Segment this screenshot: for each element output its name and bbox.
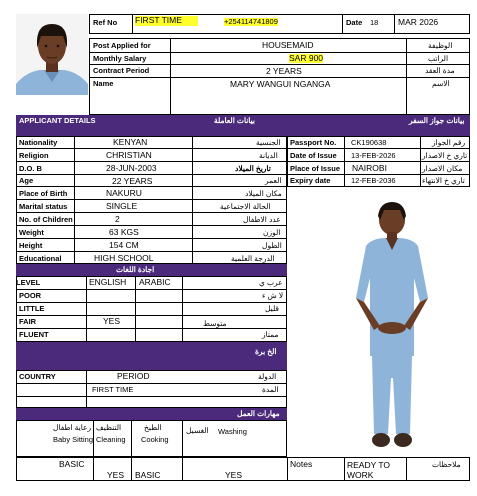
fair-mid-ar: متوسط [203,319,227,328]
weight-ar: الوزن [263,228,281,237]
notes-value: READY TO WORK [347,460,390,480]
post-value: HOUSEMAID [262,40,314,50]
english-header: ENGLISH [89,277,127,287]
fluent-label: FLUENT [19,330,49,339]
nationality-ar: الجنسية [256,138,281,147]
skills-title-ar: مهارات العمل [237,409,280,418]
headshot-photo [16,14,88,95]
fair-label: FAIR [19,317,37,326]
cooking-level: BASIC [135,470,161,480]
nationality-value: KENYAN [113,137,148,147]
first-time-text: FIRST TIME [92,385,134,394]
date-label: Date [346,18,363,27]
religion-ar: الديانة [259,151,278,160]
birthplace-value: NAKURU [106,188,142,198]
issue-place-label: Place of Issue [290,164,341,173]
arabic-ar: عرب ي [259,278,283,287]
little-label: LITTLE [19,304,45,313]
poor-ar: لا ش ء [262,291,284,300]
languages-title-ar: اجادة اللغات [116,265,155,274]
little-ar: قليل [265,304,280,313]
religion-label: Religion [19,151,49,160]
passport-title-ar: بيانات جواز السفر [409,116,465,125]
height-ar: الطول [262,241,282,250]
notes-label: Notes [290,459,313,469]
poor-label: POOR [19,291,42,300]
expiry-value: 12-FEB-2036 [351,176,396,185]
salary-ar: الراتب [428,54,449,63]
experience-table [16,370,287,408]
education-label: Educational [19,254,62,263]
full-body-photo [340,198,444,456]
post-ar: الوظيفة [428,41,453,50]
height-value: 154 CM [109,240,139,250]
salary-value: SAR 900 [289,53,324,63]
contract-ar: مدة العقد [425,66,455,75]
name-label: Name [93,79,114,88]
age-label: Age [19,176,34,185]
cooking-ar: الطبخ [144,423,162,432]
cleaning-ar: التنظيف [96,423,122,432]
issue-date-value: 13-FEB-2026 [351,151,396,160]
passport-no-ar: رقم الجواز [432,138,466,147]
issue-date-ar: تاري خ الاصدار [422,151,468,160]
cooking-en: Cooking [141,435,169,444]
marital-label: Marital status [19,202,68,211]
washing-en: Washing [218,427,247,436]
religion-value: CHRISTIAN [106,150,152,160]
ref-label: Ref No [93,18,118,27]
country-ar: الدولة [258,372,277,381]
experience-title-ar: الخ برة [255,347,277,356]
cleaning-level: YES [107,470,125,480]
fluent-ar: ممتاز [262,330,279,339]
fair-english-value: YES [103,316,121,326]
name-ar: الاسم [432,79,450,88]
education-ar: الدرجة العلمية [231,254,275,263]
ref-value: FIRST TIME [135,16,198,26]
washing-ar: الغسيل [186,426,209,435]
birthplace-label: Place of Birth [19,189,68,198]
period-ar: المدة [262,385,279,394]
contract-label: Contract Period [93,66,150,75]
applicant-title: APPLICANT DETAILS [19,116,96,125]
country-label: COUNTRY [19,372,56,381]
baby-sitting-ar: رعاية اطفال [53,423,92,432]
birthplace-ar: مكان الميلاد [245,189,282,198]
nationality-label: Nationality [19,138,58,147]
children-ar: عدد الاطفال [243,215,281,224]
date-day: 18 [370,18,379,27]
baby-sitting-level: BASIC [59,459,85,469]
post-label: Post Applied for [93,41,151,50]
experience-header [16,342,287,370]
marital-ar: الحالة الاجتماعية [220,202,271,211]
dob-label: D.O. B [19,164,42,173]
children-label: No. of Children [19,215,73,224]
weight-value: 63 KGS [109,227,139,237]
phone-number: +254114741809 [224,17,278,26]
level-label: LEVEL [16,278,41,287]
date-month-year: MAR 2026 [398,17,439,27]
height-label: Height [19,241,43,250]
weight-label: Weight [19,228,44,237]
applicant-title-ar: بيانات العاملة [214,116,255,125]
dob-value: 28-JUN-2003 [106,163,157,173]
passport-no-label: Passport No. [290,138,337,147]
children-value: 2 [115,214,120,224]
issue-place-value: NAIROBI [352,163,387,173]
cleaning-en: Cleaning [96,435,126,444]
arabic-header: ARABIC [139,277,171,287]
salary-label: Monthly Salary [93,54,147,63]
age-ar: العمر [265,176,282,185]
washing-level: YES [225,470,243,480]
issue-place-ar: مكان الاصدار [422,164,463,173]
age-value: 22 YEARS [112,176,153,186]
passport-no-value: CK190638 [351,138,387,147]
contract-value: 2 YEARS [266,66,302,76]
expiry-ar: تاري خ الانتهاء [422,176,465,185]
baby-sitting-en: Baby Sitting [53,435,94,444]
issue-date-label: Date of Issue [290,151,337,160]
name-value: MARY WANGUI NGANGA [230,79,331,89]
expiry-label: Expiry date [290,176,331,185]
dob-ar: تاريخ الميلاد [235,164,271,173]
notes-ar: ملاحظات [432,460,461,469]
marital-value: SINGLE [106,201,138,211]
education-value: HIGH SCHOOL [94,253,154,263]
period-label: PERIOD [117,371,150,381]
